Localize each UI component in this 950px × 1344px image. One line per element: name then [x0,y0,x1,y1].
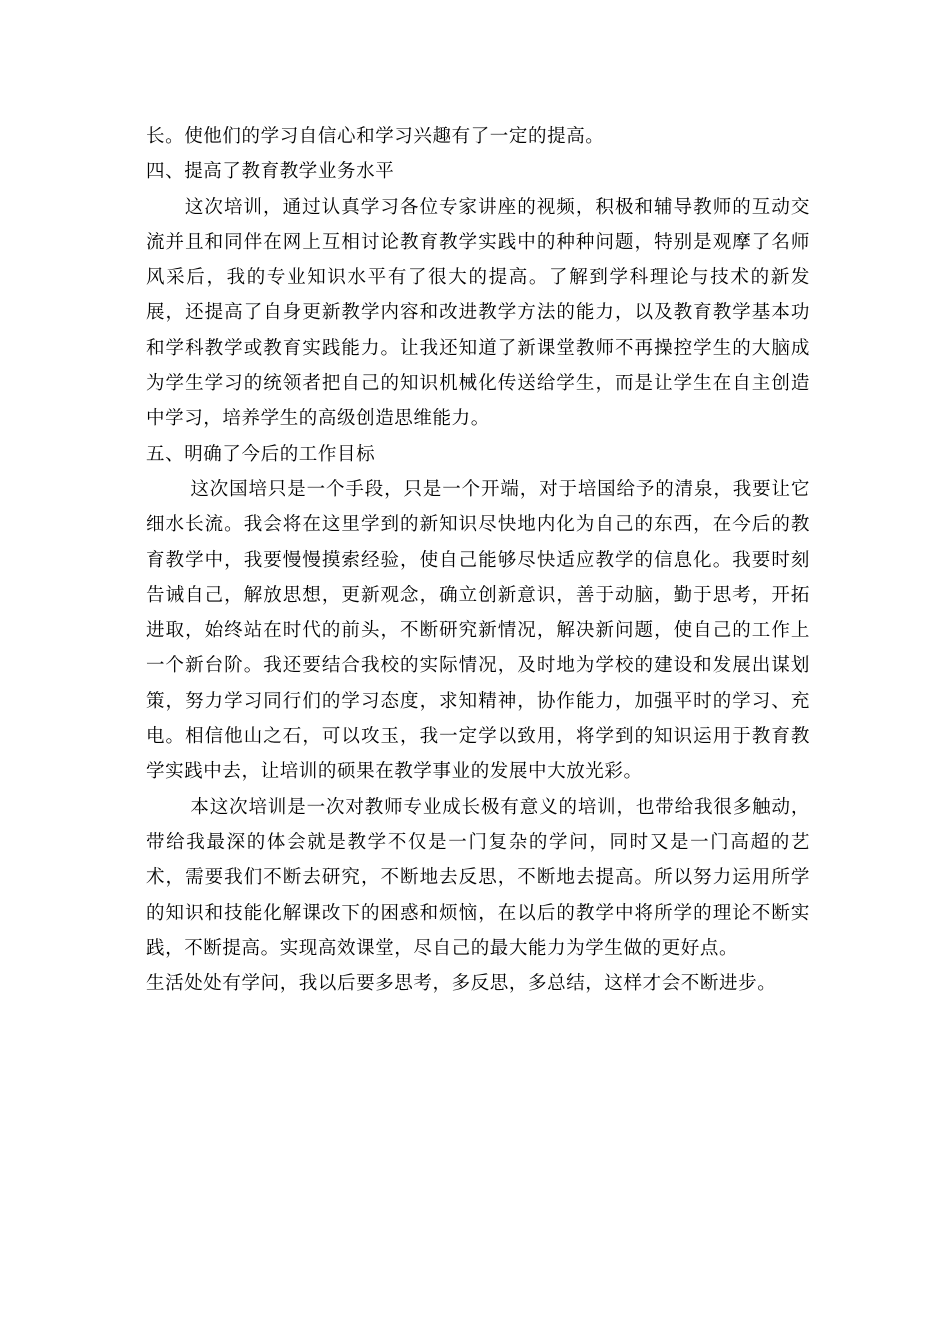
section-heading-4: 四、提高了教育教学业务水平 [146,161,395,183]
paragraph-reflection: 本这次培训是一次对教师专业成长极有意义的培训，也带给我很多触动，带给我最深的体会就是教学不仅是一门复杂的学问，同时又是一门高超的艺术，需要我们不断去研究，不断地去反思，不断地去提高。所以努力运用所学的知识和技能化解课改下的困惑和烦恼，在以后的教学中将所学的理论不断实践，不断提高。实现高效课堂，尽自己的最大能力为学生做的更好点。 [146,796,810,959]
paragraph-training: 这次培训，通过认真学习各位专家讲座的视频，积极和辅导教师的互动交流并且和同伴在网上互相讨论教育教学实践中的种种问题，特别是观摩了名师风采后，我的专业知识水平有了很大的提高。了解到学科理论与技术的新发展，还提高了自身更新教学内容和改进教学方法的能力，以及教育教学基本功和学科教学或教育实践能力。让我还知道了新课堂教师不再操控学生的大脑成为学生学习的统领者把自己的知识机械化传送给学生，而是让学生在自主创造中学习，培养学生的高级创造思维能力。 [146,196,810,430]
paragraph-continuation: 长。使他们的学习自信心和学习兴趣有了一定的提高。 [146,126,605,147]
document-body [146,119,810,1001]
section-heading-5: 五、明确了今后的工作目标 [146,443,376,465]
paragraph-closing: 生活处处有学问，我以后要多思考，多反思，多总结，这样才会不断进步。 [146,973,777,995]
paragraph-goals: 这次国培只是一个手段，只是一个开端，对于培国给予的清泉，我要让它细水长流。我会将在这里学到的新知识尽快地内化为自己的东西，在今后的教育教学中，我要慢慢摸索经验，使自己能够尽快适应教学的信息化。我要时刻告诫自己，解放思想，更新观念，确立创新意识，善于动脑，勤于思考，开拓进取，始终站在时代的前头，不断研究新情况，解决新问题，使自己的工作上一个新台阶。我还要结合我校的实际情况，及时地为学校的建设和发展出谋划策，努力学习同行们的学习态度，求知精神，协作能力，加强平时的学习、充电。相信他山之石，可以攻玉，我一定学以致用，将学到的知识运用于教育教学实践中去，让培训的硕果在教学事业的发展中大放光彩。 [146,478,810,783]
